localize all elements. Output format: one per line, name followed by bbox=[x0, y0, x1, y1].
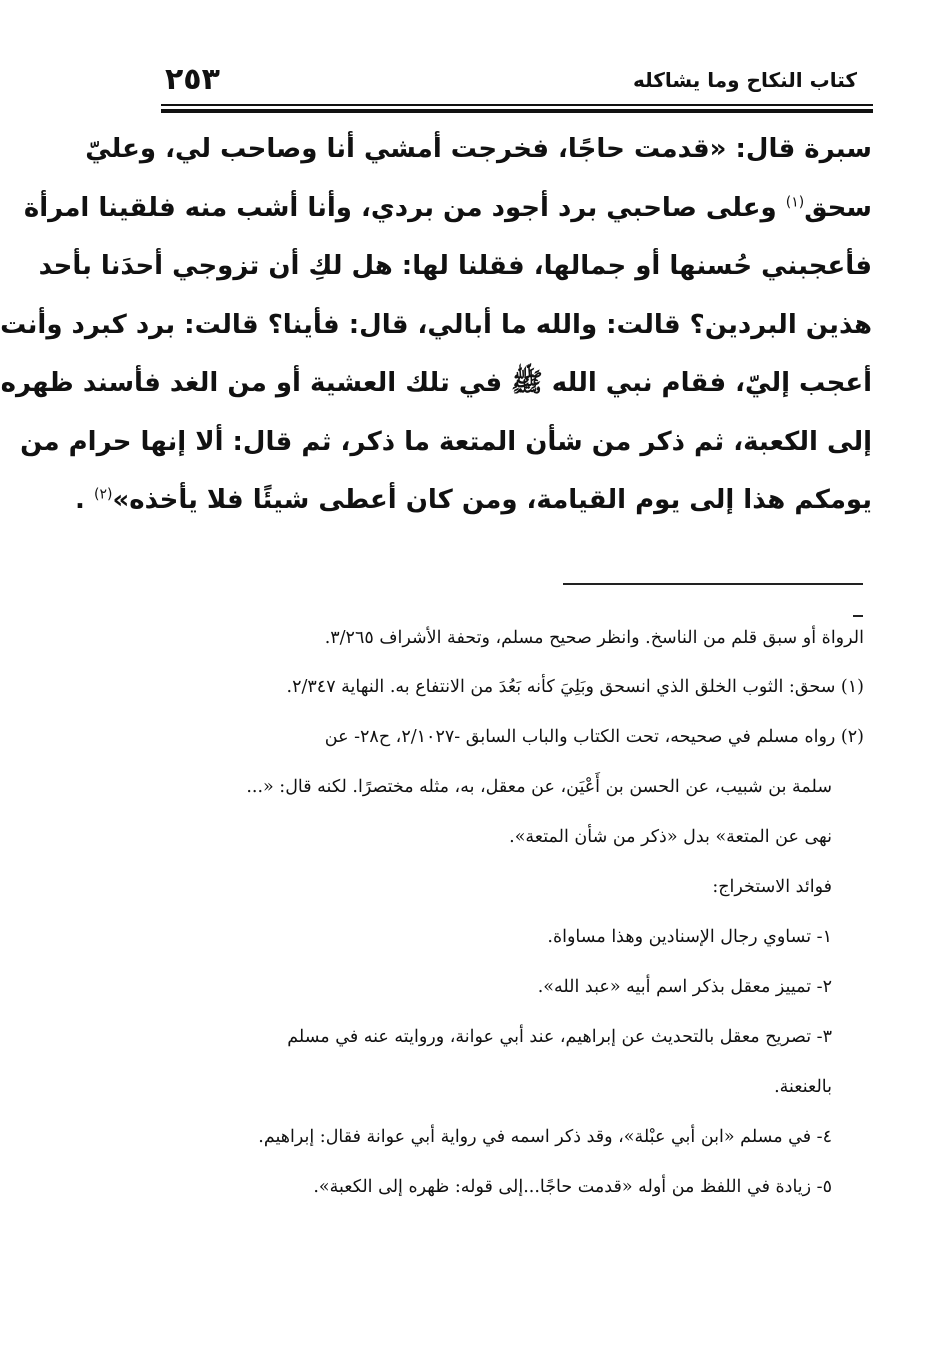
footnote-ref-1[interactable]: (١) bbox=[785, 193, 805, 210]
benefit-3-line-1: ٣- تصريح معقل بالتحديث عن إبراهيم، عند أبي عوانة، وروايته عنه في مسلم bbox=[287, 1027, 832, 1047]
footnote-dash-mark bbox=[853, 615, 863, 617]
main-line-6 bbox=[20, 413, 872, 472]
footnote-separator bbox=[563, 583, 863, 585]
footnote-2-line-3: نهى عن المتعة» بدل «ذكر من شأن المتعة». bbox=[509, 827, 832, 847]
main-line-6-text: إلى الكعبة، ثم ذكر من شأن المتعة ما ذكر، ثم قال: ألا إنها حرام من bbox=[20, 426, 872, 457]
footnote-2-line-2: سلمة بن شبيب، عن الحسن بن أَعْيَن، عن معقل، به، مثله مختصرًا. لكنه قال: «... bbox=[246, 777, 832, 797]
main-line-3-text: فأعجبني حُسنها أو جمالها، فقلنا لها: هل لكِ أن تزوجي أحدَنا بأحد bbox=[38, 251, 872, 281]
page-number: ٢٥٣ bbox=[165, 62, 220, 97]
footnote-2-line-1: (٢) رواه مسلم في صحيحه، تحت الكتاب والباب السابق -٢/١٠٢٧، ح٢٨- عن bbox=[324, 727, 864, 747]
benefit-1: ١- تساوي رجال الإسنادين وهذا مساواة. bbox=[547, 927, 832, 947]
benefit-5: ٥- زيادة في اللفظ من أوله «قدمت حاجًا...إلى قوله: ظهره إلى الكعبة». bbox=[313, 1177, 832, 1197]
main-line-4-text: هذين البردين؟ قالت: والله ما أبالي، قال: فأينا؟ قالت: برد كبرد وأنت bbox=[0, 309, 872, 340]
footnote-ref-2[interactable]: (٢) bbox=[93, 486, 113, 503]
main-line-2-text: وعلى صاحبي برد أجود من بردي، وأنا أشب منه فلقينا امرأة bbox=[23, 192, 777, 223]
benefit-4: ٤- في مسلم «ابن أبي عبْلة»، وقد ذكر اسمه في رواية أبي عوانة فقال: إبراهيم. bbox=[258, 1127, 832, 1147]
benefit-3-line-2: بالعنعنة. bbox=[774, 1077, 832, 1097]
header-rule-thin bbox=[161, 104, 873, 106]
benefits-title: فوائد الاستخراج: bbox=[712, 877, 832, 897]
header-rule-thick bbox=[161, 109, 873, 113]
main-line-4 bbox=[0, 296, 872, 355]
main-line-2-word: سحق bbox=[804, 192, 872, 223]
main-line-5 bbox=[0, 354, 872, 413]
running-header-title: كتاب النكاح وما يشاكله bbox=[633, 68, 857, 92]
main-text bbox=[0, 120, 872, 530]
benefit-2: ٢- تمييز معقل بذكر اسم أبيه «عبد الله». bbox=[537, 977, 832, 997]
main-line-1-text: سبرة قال: «قدمت حاجًا، فخرجت أمشي أنا وصاحب لي، وعليّ bbox=[85, 134, 872, 164]
footnote-1: (١) سحق: الثوب الخلق الذي انسحق وبَلِيَ كأنه بَعُدَ من الانتفاع به. النهاية ٢/٣٤٧. bbox=[286, 677, 864, 697]
main-line-7 bbox=[75, 471, 872, 530]
main-line-7-period: . bbox=[75, 485, 85, 515]
main-line-7-text: يومكم هذا إلى يوم القيامة، ومن كان أعطى شيئًا فلا يأخذه» bbox=[112, 485, 872, 515]
footnote-continuation: الرواة أو سبق قلم من الناسخ. وانظر صحيح مسلم، وتحفة الأشراف ٣/٢٦٥. bbox=[324, 628, 864, 648]
main-line-3 bbox=[38, 237, 872, 296]
main-line-5-text: أعجب إليّ، فقام نبي الله ﷺ في تلك العشية أو من الغد فأسند ظهره bbox=[0, 368, 872, 398]
main-line-2 bbox=[23, 179, 872, 238]
main-line-1 bbox=[85, 120, 872, 179]
